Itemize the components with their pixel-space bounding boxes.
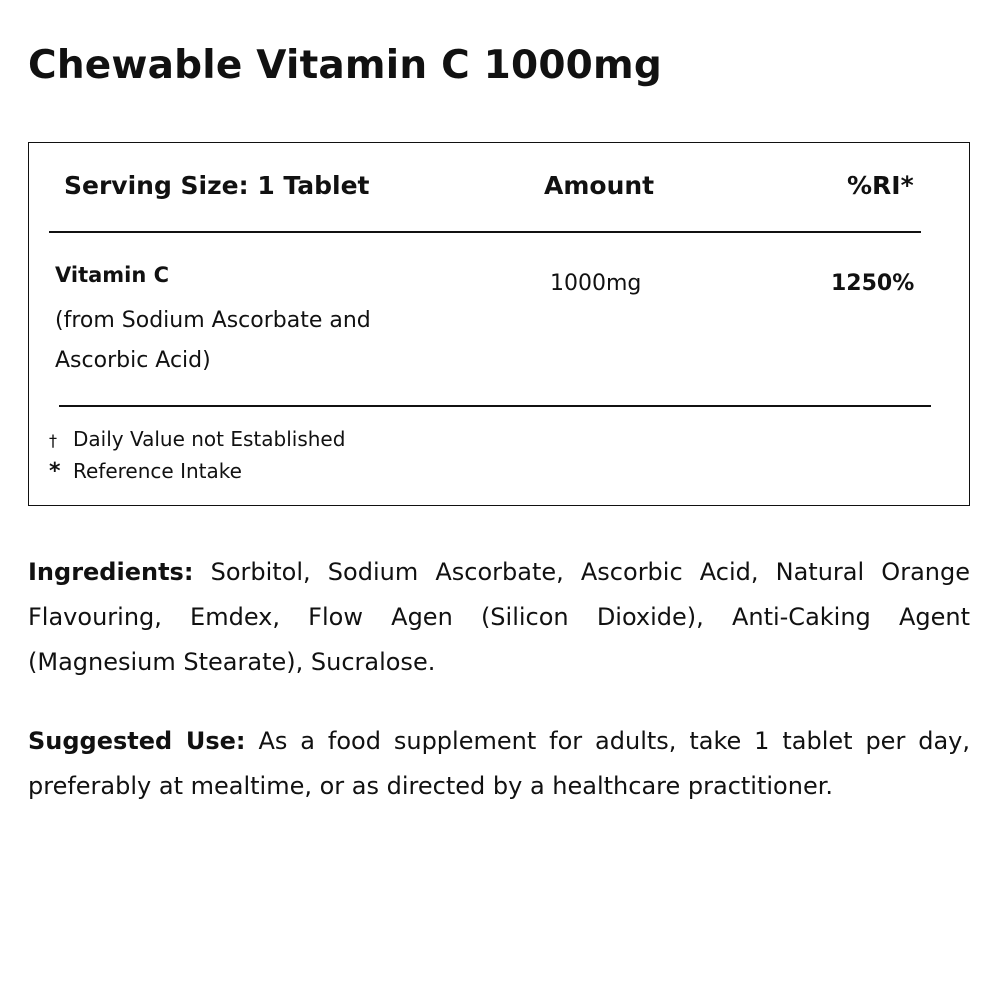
suggested-use-paragraph <box>28 719 970 809</box>
footnote-reference-intake-text: Reference Intake <box>73 459 242 483</box>
suggested-use-label: Suggested Use: <box>28 727 246 755</box>
asterisk-symbol: * <box>49 459 61 484</box>
product-title: Chewable Vitamin C 1000mg <box>28 43 662 88</box>
footnote-divider <box>59 405 931 407</box>
nutrient-source: (from Sodium Ascorbate and Ascorbic Acid) <box>55 308 371 373</box>
ingredients-label: Ingredients: <box>28 558 194 586</box>
dagger-symbol: † <box>49 431 57 450</box>
ri-header: %RI* <box>847 171 914 200</box>
ingredients-text: Sorbitol, Sodium Ascorbate, Ascorbic Acid, Natural Orange Flavouring, Emdex, Flow Agen (Silicon Dioxide), Anti-Caking Agent (Magnesium Stearate), Sucralose. <box>28 558 970 676</box>
nutrient-ri-percent: 1250% <box>831 271 915 296</box>
footnote-daily-value <box>49 427 345 451</box>
supplement-facts-table <box>28 142 970 506</box>
amount-header: Amount <box>544 171 655 200</box>
footnote-reference-intake <box>49 459 242 485</box>
suggested-use-text: As a food supplement for adults, take 1 tablet per day, preferably at mealtime, or as directed by a healthcare practitioner. <box>28 727 970 800</box>
nutrient-amount: 1000mg <box>550 271 642 296</box>
nutrient-name: Vitamin C <box>55 263 170 287</box>
ingredients-paragraph <box>28 550 970 685</box>
header-divider <box>49 231 921 233</box>
footnote-daily-value-text: Daily Value not Established <box>73 427 346 451</box>
serving-size-header: Serving Size: 1 Tablet <box>64 171 370 200</box>
